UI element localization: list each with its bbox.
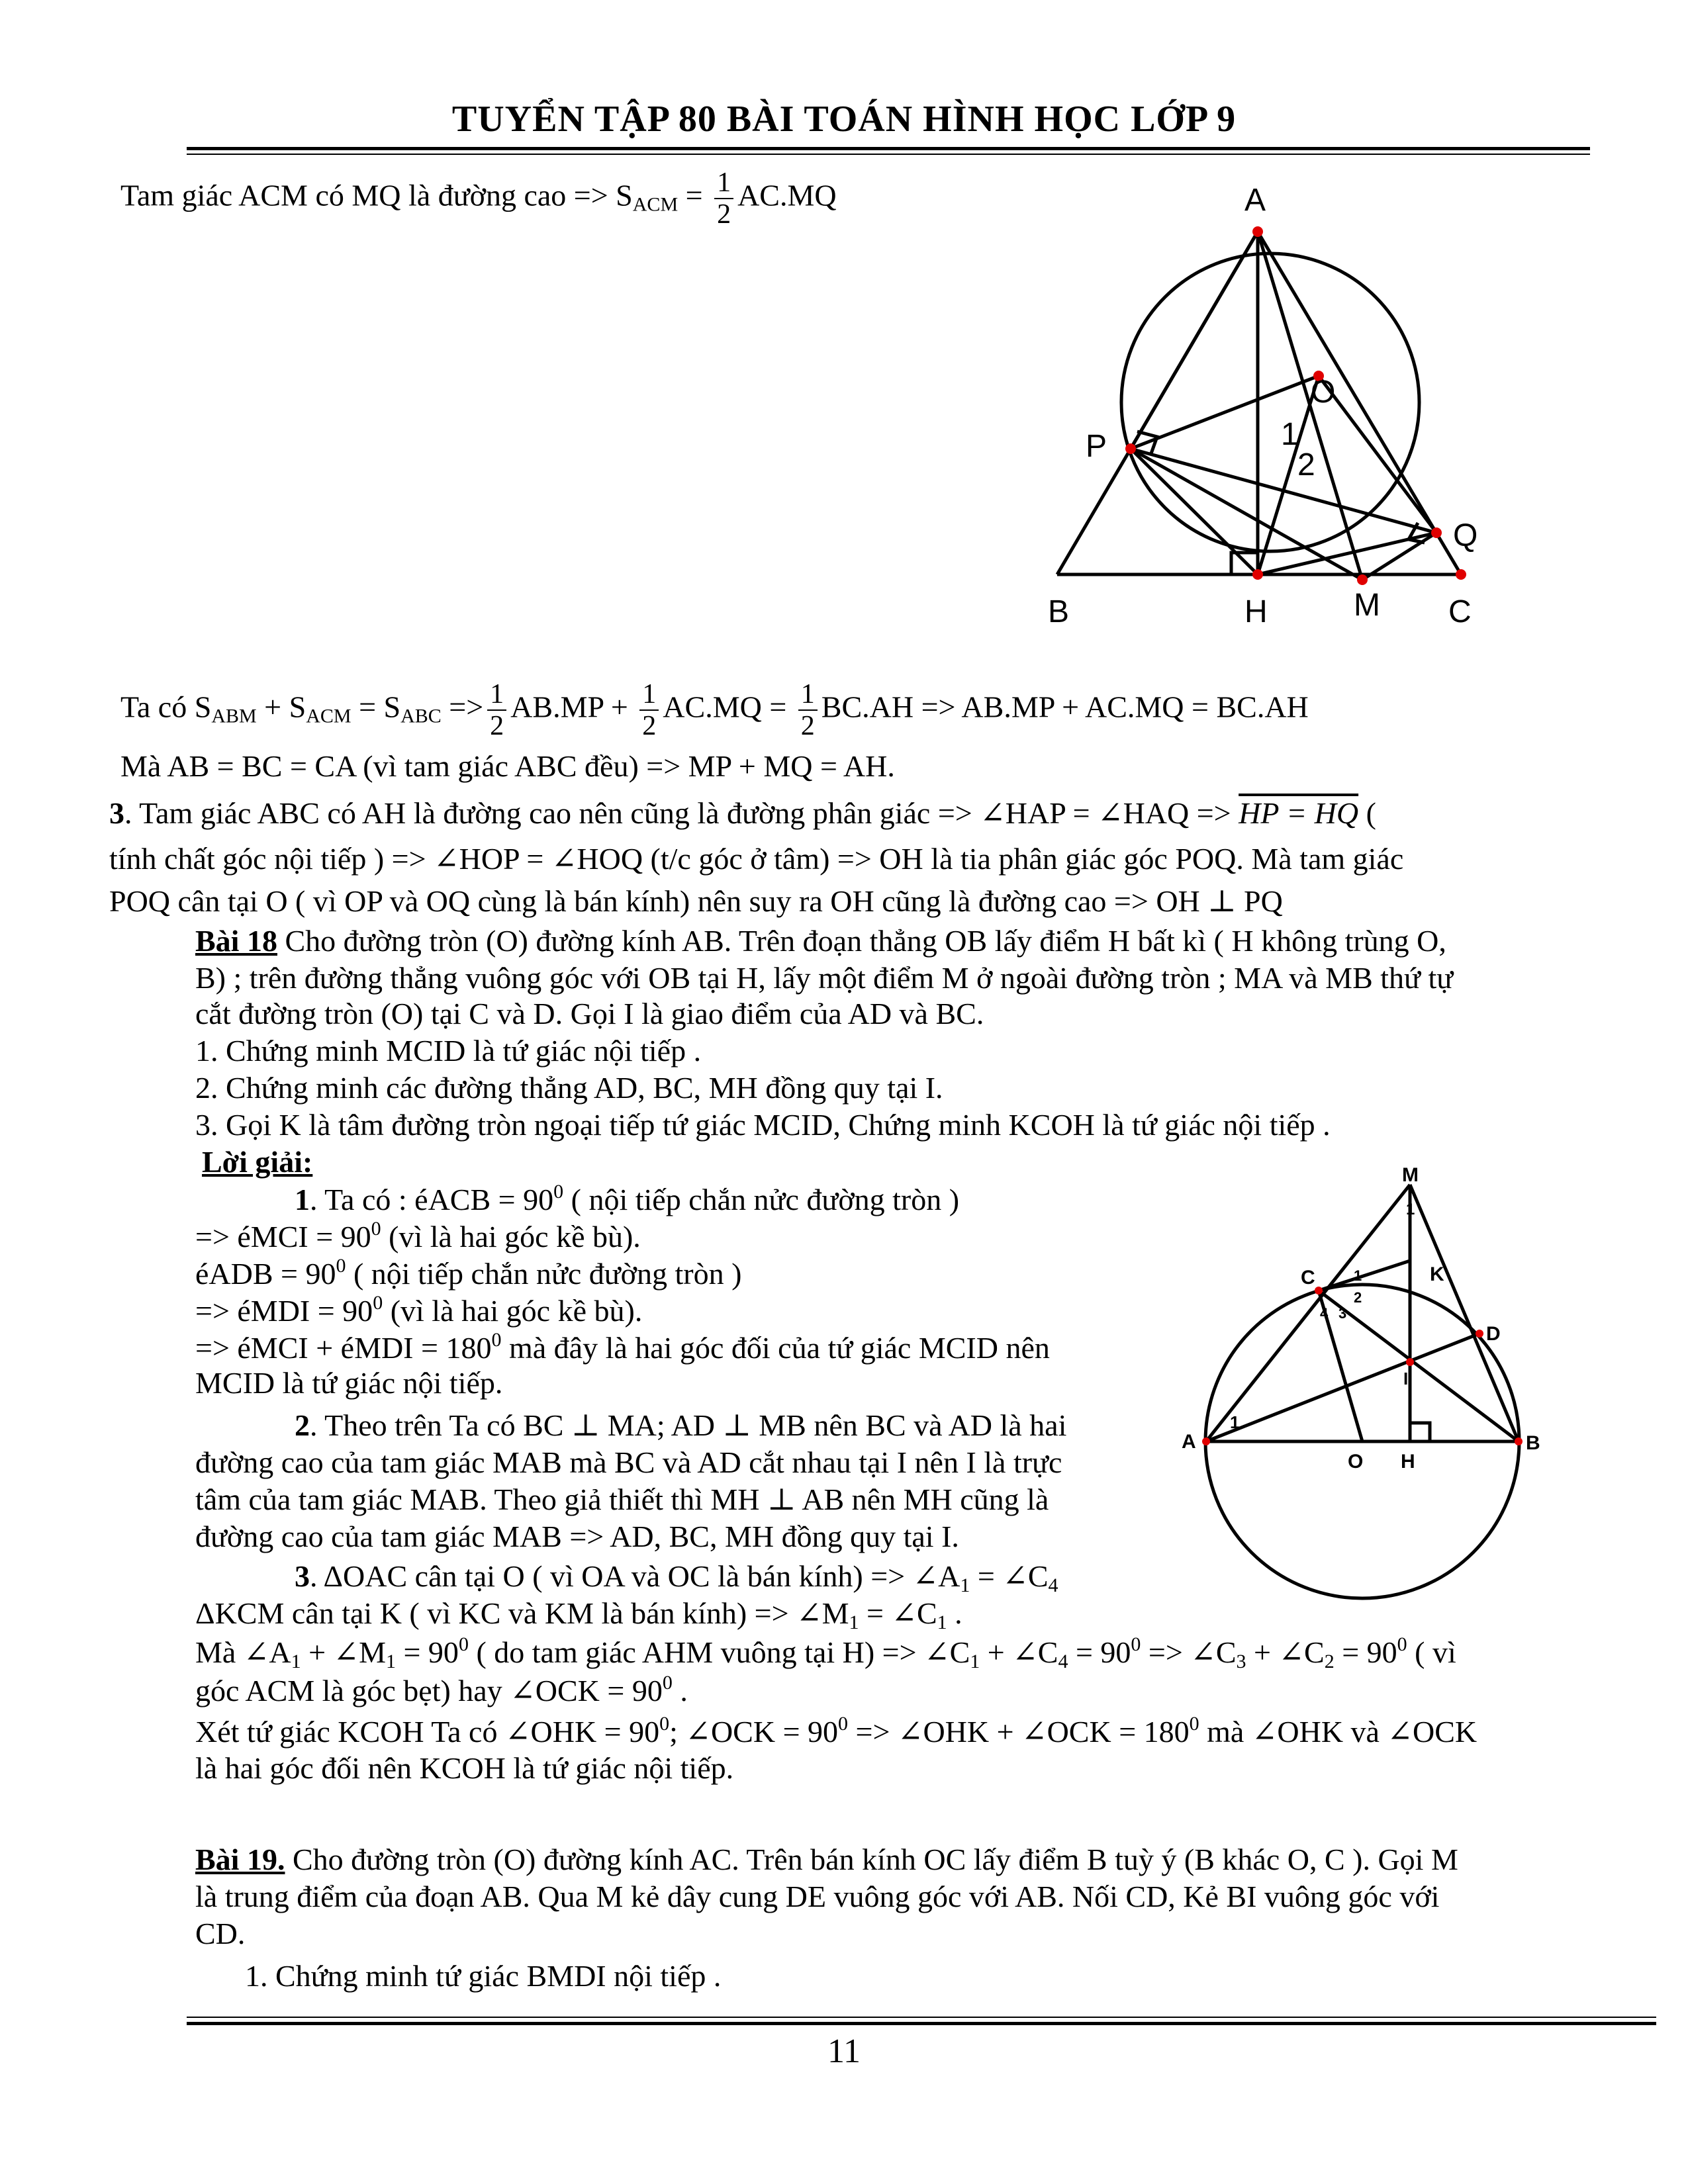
problem-18-heading: Bài 18 Cho đường tròn (O) đường kính AB. Trên đoạn thẳng OB lấy điểm H bất kì ( H không trùng O, (195, 924, 1446, 958)
label-k: K (1430, 1263, 1444, 1285)
label-o: O (1311, 375, 1336, 410)
label-p: P (1086, 429, 1107, 464)
list-item: 1. Chứng minh MCID là tứ giác nội tiếp . (195, 1034, 702, 1068)
text-line: B) ; trên đường thẳng vuông góc với OB tại H, lấy một điểm M ở ngoài đường tròn ; MA và MB thứ tự (195, 961, 1454, 995)
label-q: Q (1453, 518, 1478, 553)
problem-19-heading: Bài 19. Cho đường tròn (O) đường kính AC. Trên bán kính OC lấy điểm B tuỳ ý (B khác O, C ). Gọi M (195, 1843, 1458, 1876)
text-line: tính chất góc nội tiếp ) => ∠HOP = ∠HOQ (t/c góc ở tâm) => OH là tia phân giác góc POQ. Mà tam giác (109, 842, 1404, 876)
text-line: => éMDI = $90^0$ (vì là hai góc kề bù). (195, 1292, 643, 1328)
text-line: Tam giác ACM có MQ là đường cao => $S_{ACM}$ = $\frac{1}{2}$ AC.MQ (120, 167, 837, 230)
label-b: B (1048, 594, 1070, 629)
point-p (1125, 443, 1136, 454)
header-rule-thin (187, 154, 1590, 155)
figure-equilateral-triangle (1033, 172, 1496, 635)
label-c: C (1448, 594, 1472, 629)
page-number: 11 (827, 2032, 861, 2070)
label-a: A (1244, 183, 1266, 218)
point-a (1252, 226, 1263, 237)
header-rule-thick (187, 147, 1590, 150)
label-angle-a1: 1 (1230, 1412, 1240, 1432)
text-line: => éMCI + éMDI = $180^0$ mà đây là hai góc đối của tứ giác MCID nên (195, 1329, 1050, 1365)
text-line: 1. Ta có : éACB = $90^0$ ( nội tiếp chắn nửc đường tròn ) (295, 1181, 960, 1216)
text-line: Mà AB = BC = CA (vì tam giác ABC đều) => MP + MQ = AH. (120, 749, 895, 783)
segment-mb (1410, 1185, 1519, 1441)
label-angle-1: 1 (1281, 417, 1299, 452)
text-line: Mà $\angle A_1$ + $\angle M_1 = 90^0$ ( do tam giác AHM vuông tại $H) => \angle C_1$ + $\angle C_4 = 90^0$ => $\angle C_3$ + $\angle C_2 = 90^0$ ( vì (195, 1633, 1456, 1672)
point-d (1476, 1330, 1483, 1338)
label-angle-2: 2 (1297, 447, 1315, 482)
text-line: là trung điểm của đoạn AB. Qua M kẻ dây cung DE vuông góc với AB. Nối CD, Kẻ BI vuông góc với (195, 1880, 1440, 1913)
label-b: B (1526, 1432, 1540, 1454)
text-line: Xét tứ giác KCOH Ta có ∠OHK = $90^0$; ∠OCK = $90^0$ => ∠OHK + ∠OCK = $180^0$ mà ∠OHK và ∠OCK (195, 1713, 1477, 1749)
text-line: => éMCI = $90^0$ (vì là hai góc kề bù). (195, 1218, 641, 1253)
label-i: I (1403, 1369, 1409, 1388)
text-line: MCID là tứ giác nội tiếp. (195, 1366, 503, 1400)
label-angle-c1: 1 (1354, 1267, 1362, 1284)
label-angle-c3: 3 (1338, 1305, 1347, 1322)
segment-cb (1319, 1291, 1519, 1441)
text-line: góc ACM là góc bẹt) hay ∠OCK = $90^0$ . (195, 1672, 688, 1707)
point-h (1252, 569, 1263, 580)
label-m: M (1354, 588, 1380, 623)
segment-ap (1131, 232, 1258, 449)
label-o: O (1348, 1451, 1364, 1473)
label-m: M (1402, 1164, 1419, 1186)
text-line: 3. ΔOAC cân tại O ( vì OA và OC là bán kính) => $\angle A_1$ = $\angle C_4$ (295, 1559, 1058, 1596)
label-d: D (1486, 1323, 1501, 1345)
point-b (1515, 1437, 1523, 1445)
text-line: 3. Tam giác ABC có AH là đường cao nên cũng là đường phân giác => ∠HAP = ∠HAQ => HP = HQ ( (109, 796, 1376, 830)
label-angle-m1: 1 (1406, 1201, 1415, 1218)
footer-rule-thin (187, 2017, 1656, 2018)
point-c (1456, 569, 1466, 580)
solution-heading: Lời giải: (202, 1145, 313, 1179)
text-line: tâm của tam giác MAB. Theo giả thiết thì MH ⊥ AB nên MH cũng là (195, 1482, 1049, 1516)
label-h: H (1401, 1451, 1415, 1473)
text-line: Ta có $S_{ABM} + S_{ACM} = S_{ABC}$ => $\frac{1}{2}$ AB.MP + $\frac{1}{2}$ AC.MQ = $\frac{1}{2}$ BC.AH => AB.MP + AC.MQ = BC.AH (120, 679, 1309, 741)
label-c: C (1301, 1267, 1315, 1289)
figure-circle-abm (1165, 1152, 1562, 1628)
text-line: đường cao của tam giác MAB => AD, BC, MH đồng quy tại I. (195, 1520, 959, 1553)
footer-rule-thick (187, 2022, 1656, 2025)
point-m (1357, 574, 1368, 585)
text-line: ΔKCM cân tại K ( vì KC và KM là bán kính) => $\angle M_1$ = $\angle C_1$ . (195, 1596, 962, 1633)
point-i (1406, 1358, 1414, 1366)
label-h: H (1244, 594, 1268, 629)
fraction-half: $\frac{1}{2}$ (714, 169, 733, 228)
label-angle-c2: 2 (1354, 1289, 1362, 1306)
circle-o (1121, 253, 1419, 551)
point-a (1202, 1437, 1210, 1445)
list-item: 3. Gọi K là tâm đường tròn ngoại tiếp tứ giác MCID, Chứng minh KCOH là tứ giác nội tiếp . (195, 1108, 1331, 1142)
list-item: 2. Chứng minh các đường thẳng AD, BC, MH đồng quy tại I. (195, 1071, 943, 1105)
text-line: CD. (195, 1917, 246, 1950)
point-c (1315, 1287, 1323, 1295)
point-q (1431, 527, 1442, 538)
text-line: POQ cân tại O ( vì OP và OQ cùng là bán kính) nên suy ra OH cũng là đường cao => OH ⊥ PQ (109, 884, 1283, 918)
text-line: đường cao của tam giác MAB mà BC và AD cắt nhau tại I nên I là trực (195, 1445, 1062, 1479)
right-angle-h (1410, 1423, 1430, 1441)
list-item: 1. Chứng minh tứ giác BMDI nội tiếp . (245, 1959, 722, 1993)
label-angle-c4: 4 (1320, 1305, 1329, 1322)
text-line: cắt đường tròn (O) tại C và D. Gọi I là giao điểm của AD và BC. (195, 997, 984, 1030)
text-line: là hai góc đối nên KCOH là tứ giác nội tiếp. (195, 1751, 734, 1785)
text-line: 2. Theo trên Ta có BC ⊥ MA; AD ⊥ MB nên BC và AD là hai (295, 1408, 1067, 1442)
page-title: TUYỂN TẬP 80 BÀI TOÁN HÌNH HỌC LỚP 9 (451, 99, 1237, 140)
label-a: A (1182, 1431, 1196, 1453)
text-line: éADB = $90^0$ ( nội tiếp chắn nửc đường tròn ) (195, 1255, 742, 1291)
